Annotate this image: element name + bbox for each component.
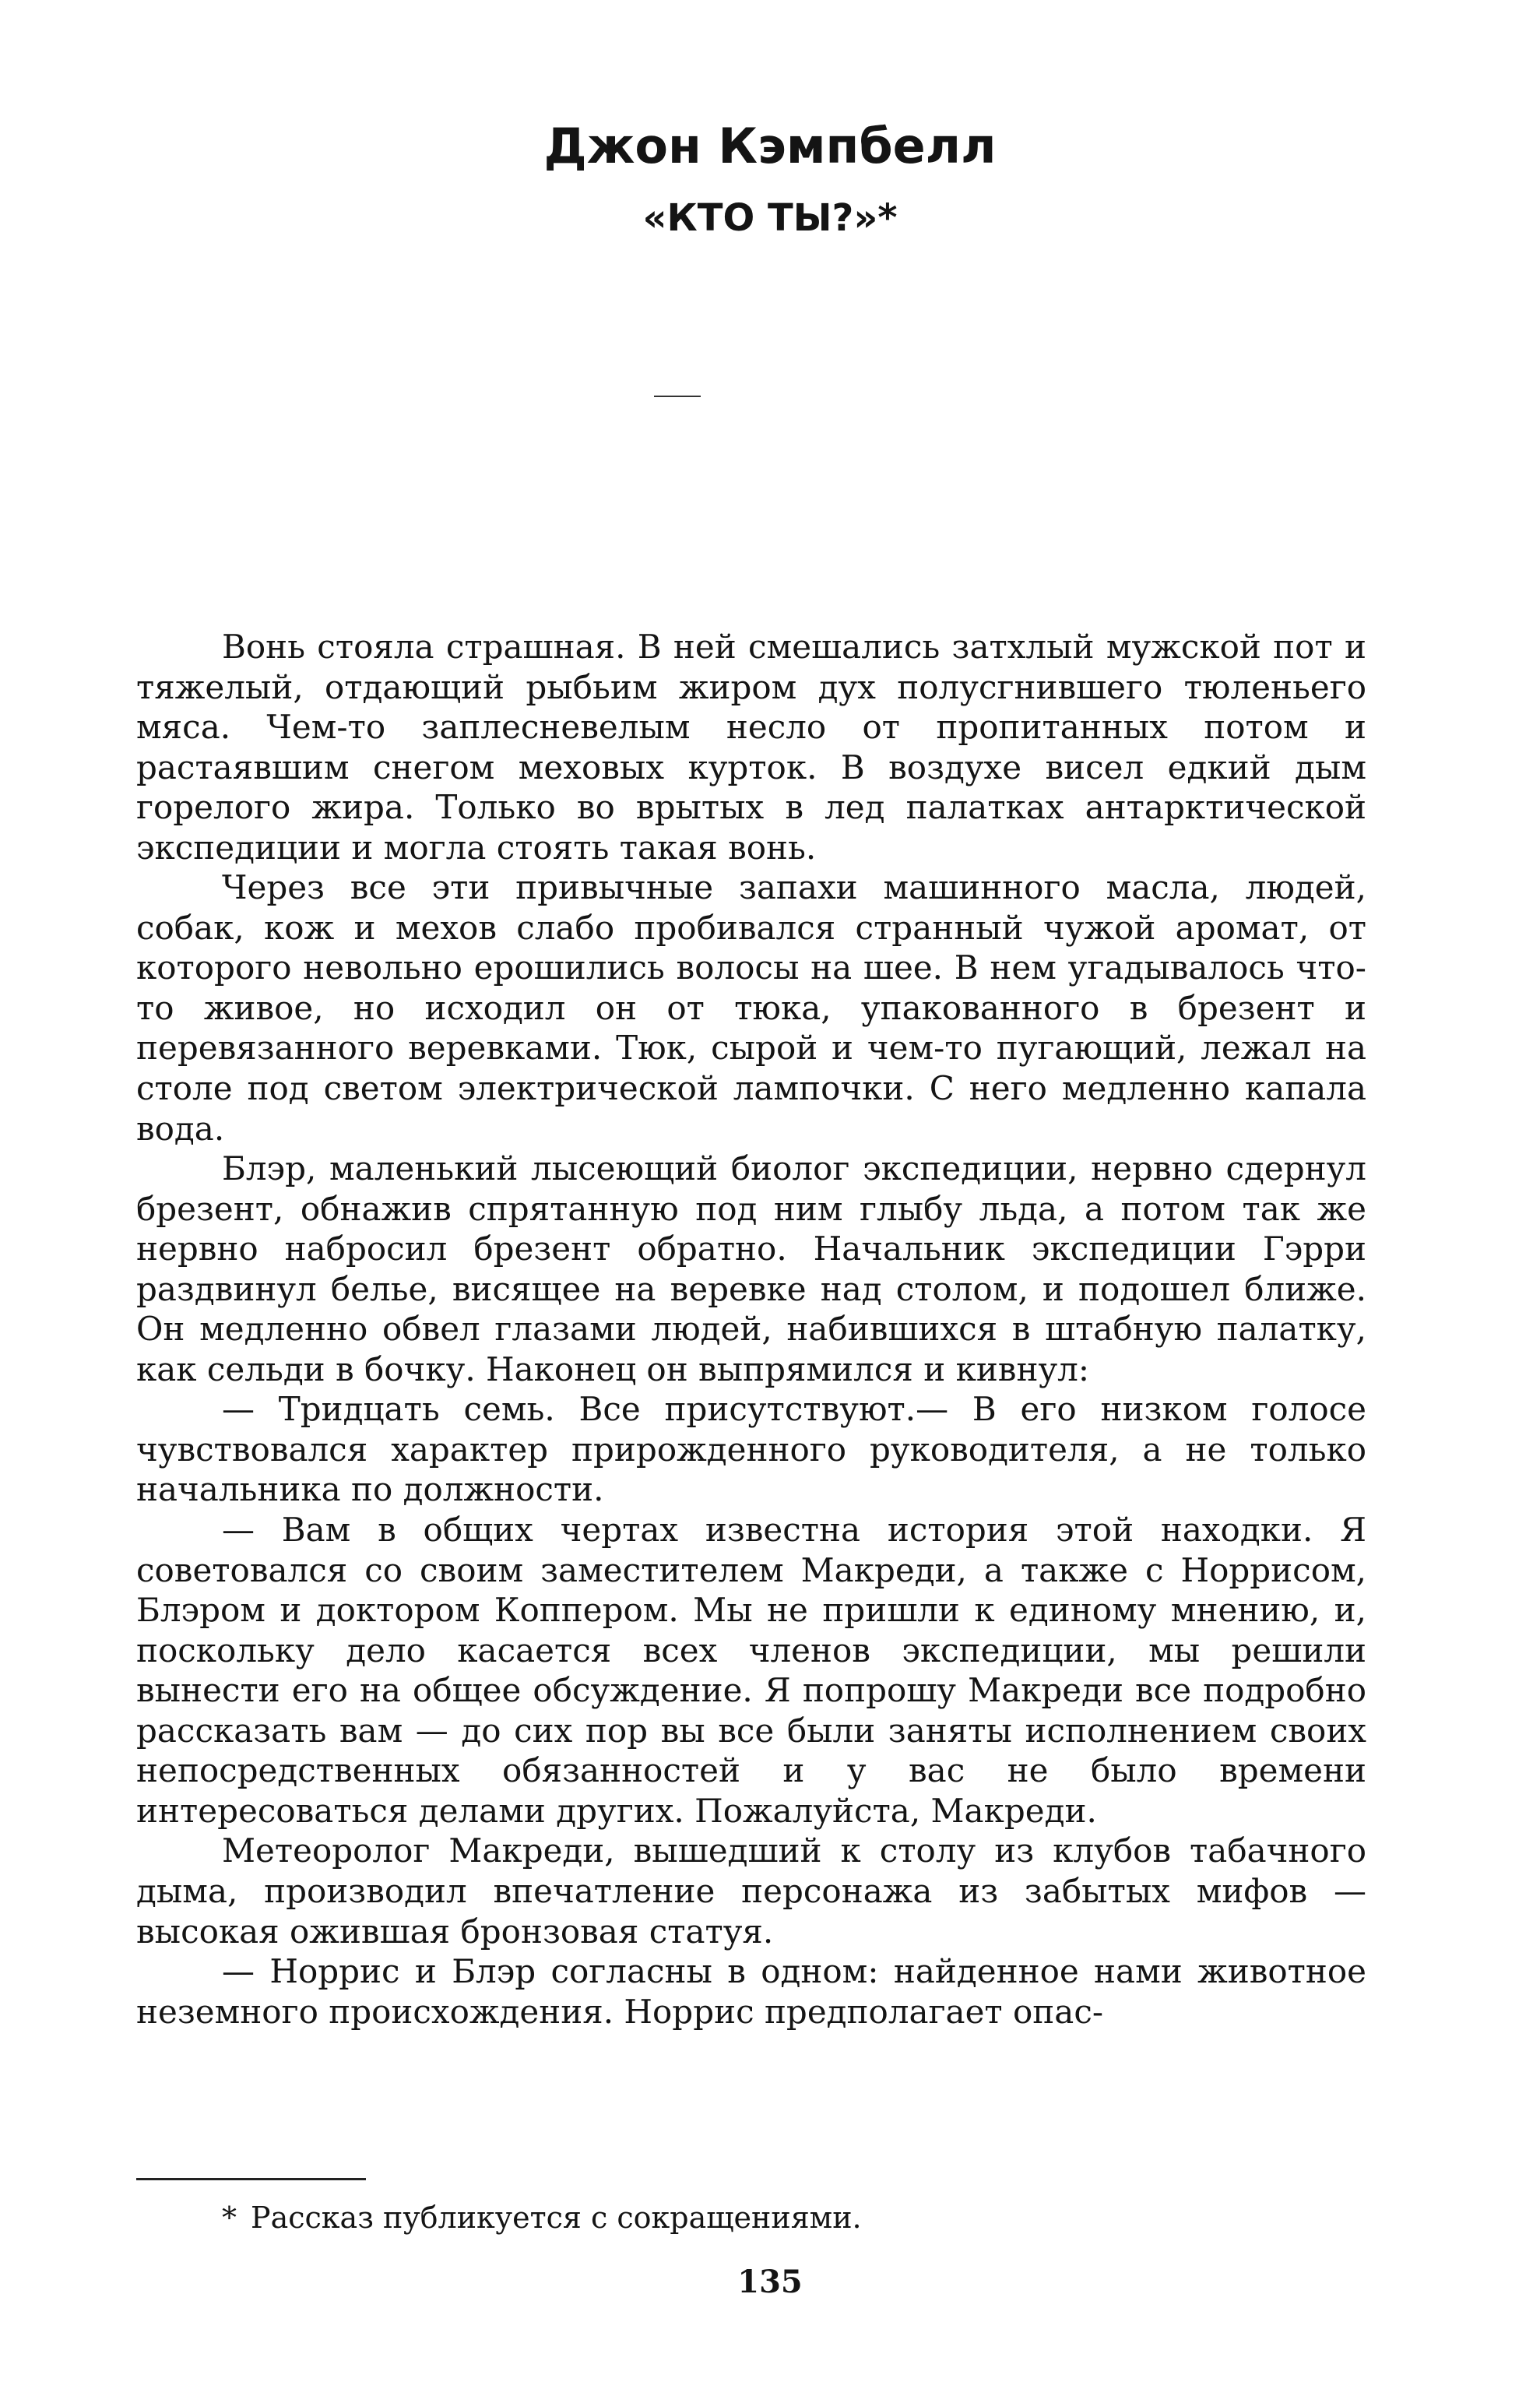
paragraph: Вонь стояла страшная. В ней смешались затхлый мужской пот и тяжелый, отдающий рыбьим жиром дух полусгнившего тюленьего мяса. Чем-то заплесневелым несло от пропитанных потом и растаявшим снегом меховых курток. В воздухе висел едкий дым горелого жира. Только во врытых в лед палатках антарктической экспедиции и могла стоять такая вонь. bbox=[136, 628, 1366, 867]
paragraph: — Вам в общих чертах известна история этой находки. Я советовался со своим заместителем Макреди, а также с Норрисом, Блэром и доктором Коппером. Мы не пришли к единому мнению, и, поскольку дело касается всех членов экспедиции, мы решили вынести его на общее обсуждение. Я попрошу Макреди все подробно рассказать вам — до сих пор вы все были заняты исполнением своих непосредственных обязанностей и у вас не было времени интересоваться делами других. Пожалуйста, Макреди. bbox=[136, 1511, 1366, 1830]
paragraph: — Тридцать семь. Все присутствуют.— В его низком голосе чувствовался характер прирожденного руководителя, а не только начальника по должности. bbox=[136, 1390, 1366, 1509]
footnote-mark: * bbox=[222, 2201, 237, 2235]
footnote-text: Рассказ публикуется с сокращениями. bbox=[251, 2201, 862, 2235]
story-title: «КТО ТЫ?»* bbox=[642, 196, 898, 240]
paragraph: Через все эти привычные запахи машинного масла, людей, собак, кож и мехов слабо пробивался странный чужой аромат, от которого невольно ерошились волосы на шее. В нем угадывалось что-то живое, но исходил он от тюка, упакованного в брезент и перевязанного веревками. Тюк, сырой и чем-то пугающий, лежал на столе под светом электрической лампочки. С него медленно капала вода. bbox=[136, 868, 1366, 1148]
page-number: 135 bbox=[737, 2264, 803, 2300]
footnote-rule bbox=[136, 2178, 366, 2180]
paragraph: — Норрис и Блэр согласны в одном: найденное нами животное неземного происхождения. Норрис предполагает опас- bbox=[136, 1952, 1366, 2031]
footnote bbox=[222, 2199, 1312, 2236]
story-body bbox=[136, 627, 1366, 2032]
paragraph: Метеоролог Макреди, вышедший к столу из клубов табачного дыма, производил впечатление персонажа из забытых мифов — высокая ожившая бронзовая статуя. bbox=[136, 1831, 1366, 1951]
title-divider bbox=[654, 396, 701, 397]
author-name: Джон Кэмпбелл bbox=[543, 118, 997, 174]
paragraph: Блэр, маленький лысеющий биолог экспедиции, нервно сдернул брезент, обнажив спрятанную под ним глыбу льда, а потом так же нервно набросил брезент обратно. Начальник экспедиции Гэрри раздвинул белье, висящее на веревке над столом, и подошел ближе. Он медленно обвел глазами людей, набившихся в штабную палатку, как сельди в бочку. Наконец он выпрямился и кивнул: bbox=[136, 1149, 1366, 1388]
